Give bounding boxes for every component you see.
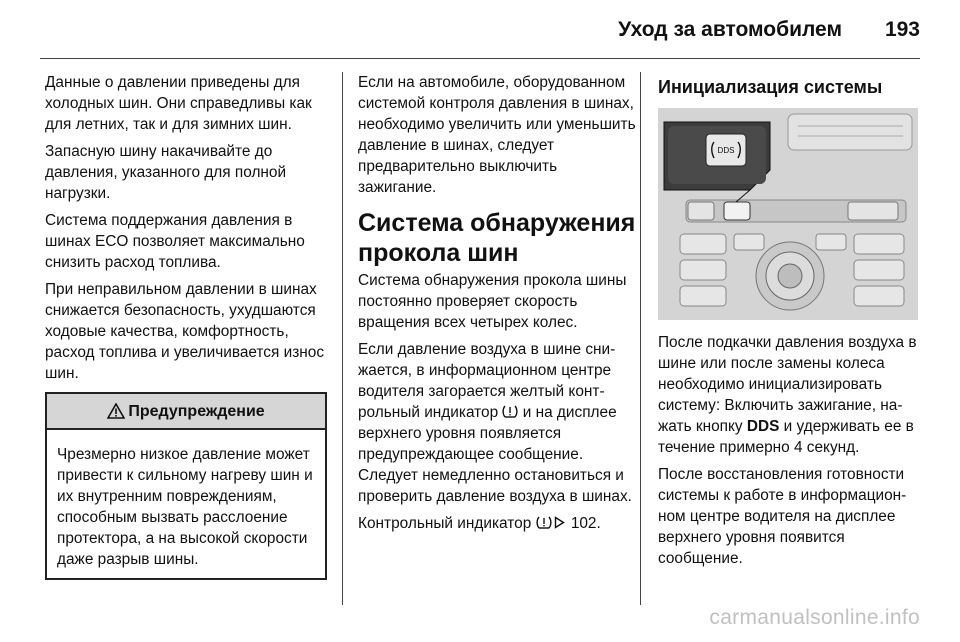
paragraph: Система поддержания давления в шинах ECO позволяет максимально снизить расход топлива. xyxy=(45,212,305,271)
paragraph: Запасную шину накачивайте до давления, указанного для полной нагрузки. xyxy=(45,143,287,202)
dds-button-reference: DDS xyxy=(746,418,780,435)
column-right xyxy=(658,72,920,575)
page-reference: 102. xyxy=(570,515,601,532)
section-heading: Система обнаружения прокола шин xyxy=(358,209,636,267)
column-left xyxy=(45,72,327,580)
paragraph: После восстановления готовности системы к работе в информационном центре водителя на дисплее верхнего уровня появится сообщение. xyxy=(658,466,907,567)
page-reference-arrow-icon xyxy=(554,516,565,529)
paragraph: При неправильном давлении в шинах снижается безопасность, ухудшаются ходовые качества, комфортность, расход топлива и увеличивается износ шин. xyxy=(45,281,325,382)
column-divider-1 xyxy=(342,72,343,605)
header-divider xyxy=(40,58,920,59)
dashboard-console-illustration xyxy=(658,108,918,320)
watermark: carmanualsonline.info xyxy=(709,606,920,629)
page-number: 193 xyxy=(884,18,920,41)
paragraph: Система обнаружения прокола шины постоянно проверяет скорость вращения всех четырех колес. xyxy=(358,272,627,331)
paragraph: Данные о давлении приведены для холодных шин. Они справедливы как для летних, так и для зимних шин. xyxy=(45,74,312,133)
column-middle xyxy=(358,72,636,540)
warning-header xyxy=(47,394,325,430)
column-divider-2 xyxy=(640,72,641,605)
paragraph: Если на автомобиле, оборудованном системой контроля давления в шинах, необходимо увеличить или уменьшить давление в шинах, следует предварительно выключить зажигание. xyxy=(358,74,636,196)
tire-pressure-warning-icon xyxy=(536,515,552,530)
tire-pressure-warning-icon xyxy=(502,404,518,419)
warning-title: Предупреждение xyxy=(128,402,265,420)
page-title: Уход за автомобилем xyxy=(618,18,842,41)
paragraph: Контрольный индикатор 102. xyxy=(358,515,601,532)
paragraph: После подкачки давления воздуха в шине или после замены колеса необходимо инициализировать систему: Включить зажигание, нажать кнопку DDS и удерживать ее в течение примерно 4 секунд. xyxy=(658,334,917,456)
page-header xyxy=(0,0,960,60)
warning-text: Чрезмерно низкое давление может привести к сильному нагреву шин и их внутренним повреждениям, способным вызвать расслоение протектора, а на высокой скорости даже разрыв шины. xyxy=(57,446,313,568)
warning-triangle-icon xyxy=(107,403,125,419)
section-heading: Инициализация системы xyxy=(658,77,883,97)
warning-box xyxy=(45,392,327,580)
paragraph: Если давление воздуха в шине снижается, в информационном центре водителя загорается желтый контрольный индикатор и на дисплее верхнего уровня появляется предупреждающее сообщение. Следует немедленно остановиться и проверить давление воздуха в шинах. xyxy=(358,341,632,505)
dds-button-label: DDS xyxy=(717,146,735,155)
